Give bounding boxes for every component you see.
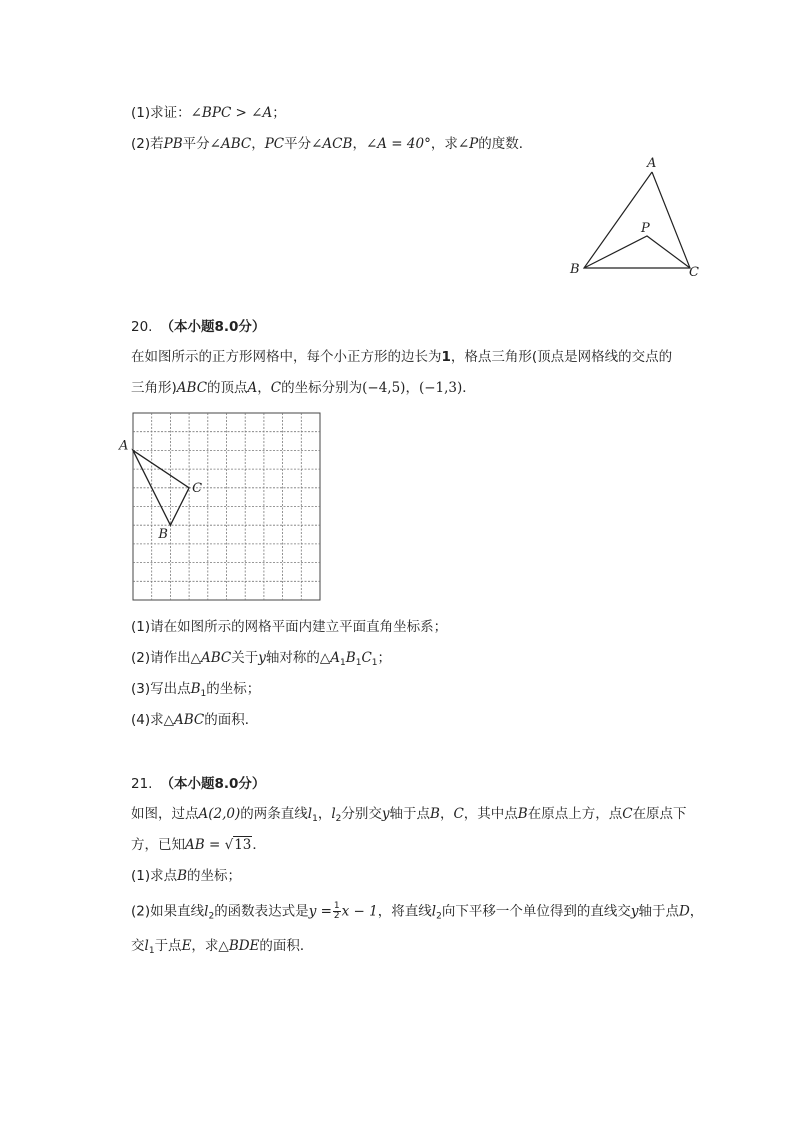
angle-bpc-lines [584, 236, 690, 268]
question-number: 21. [131, 776, 153, 792]
score-label: （本小题8.0分） [160, 319, 266, 335]
triangle-bpc-figure [565, 150, 705, 280]
sqrt-13: √13 [220, 837, 252, 853]
q19-part2: (2)若PB平分∠ABC，PC平分∠ACB，∠A = 40°，求∠P的度数． [131, 136, 533, 152]
figure-label-a: A [647, 156, 657, 171]
grid-label-a: A [119, 438, 129, 454]
figure-label-c: C [689, 265, 699, 280]
q21-text-line2: 方，已知AB = √13． [131, 837, 266, 853]
square-grid-figure [119, 405, 330, 610]
fraction-one-half: $\frac{1}{2}$ [333, 901, 340, 921]
figure-label-p: P [641, 221, 650, 236]
q20-text-line1: 在如图所示的正方形网格中，每个小正方形的边长为1，格点三角形(顶点是网格线的交点的 [131, 349, 673, 365]
q21-sub2: (2)如果直线$l_2$的函数表达式是y = $\frac{1}{2}$ x − 1，将直线$l_2$向下平移一个单位得到的直线交y轴于点D， [131, 901, 704, 922]
q21-text-line1: 如图，过点A(2,0)的两条直线$l_1$，$l_2$分别交y轴于点B，C，其中点B在原点上方，点C在原点下 [131, 806, 687, 824]
q20-sub1: (1)请在如图所示的网格平面内建立平面直角坐标系； [131, 619, 448, 635]
q21-sub1: (1)求点B的坐标； [131, 868, 242, 884]
q20-sub3: (3)写出点$B_1$的坐标； [131, 681, 261, 699]
q20-sub4: (4)求△ABC的面积． [131, 712, 259, 728]
question-number: 20. [131, 319, 153, 335]
q21-header [131, 775, 265, 793]
score-label: （本小题8.0分） [160, 776, 266, 792]
figure-label-b: B [570, 262, 580, 277]
q19-part1: (1)求证：∠BPC > ∠A； [131, 105, 286, 121]
q20-text-line2: 三角形)ABC的顶点A，C的坐标分别为(−4,5)，(−1,3)． [131, 380, 476, 396]
q20-header [131, 318, 265, 336]
q21-sub2-continued: 交$l_1$于点E，求△BDE的面积． [131, 938, 314, 956]
grid-label-c: C [192, 480, 203, 496]
grid-label-b: B [158, 527, 168, 543]
triangle-abc-outline [584, 172, 690, 268]
q20-sub2: (2)请作出△ABC关于y轴对称的$\triangle A_1B_1C_1$； [131, 650, 392, 668]
